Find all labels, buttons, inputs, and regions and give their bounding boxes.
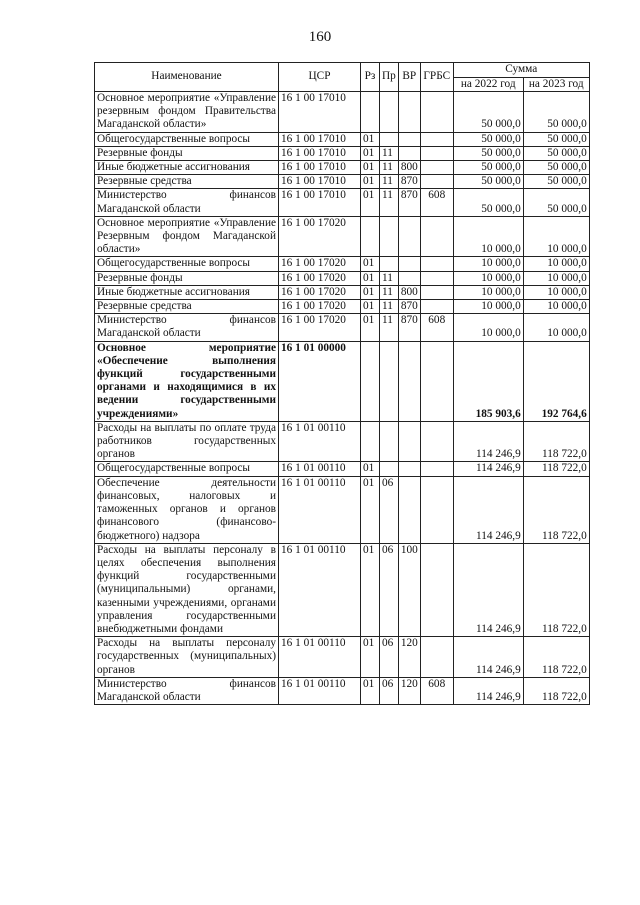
row-name: Резервные средства bbox=[95, 300, 279, 314]
row-amount-2023: 10 000,0 bbox=[523, 300, 589, 314]
row-grbs bbox=[420, 216, 453, 257]
row-grbs bbox=[420, 300, 453, 314]
row-pr bbox=[380, 132, 399, 146]
row-amount-2022: 114 246,9 bbox=[453, 462, 523, 476]
row-csr: 16 1 00 17020 bbox=[279, 216, 361, 257]
row-name: Расходы на выплаты персоналу в целях обеспечения выполнения функций государственными (муниципальными) органами, казенными учреждениями, органами управления государственными внебюджетными фондами bbox=[95, 543, 279, 636]
row-pr: 11 bbox=[380, 175, 399, 189]
row-rz: 01 bbox=[361, 462, 380, 476]
row-csr: 16 1 00 17010 bbox=[279, 161, 361, 175]
row-name: Обеспечение деятельности финансовых, налоговых и таможенных органов и органов финансового (финансово-бюджетного) надзора bbox=[95, 476, 279, 543]
header-year-2023: на 2023 год bbox=[523, 77, 589, 92]
row-vr bbox=[398, 216, 420, 257]
row-amount-2023: 118 722,0 bbox=[523, 677, 589, 704]
row-amount-2023: 50 000,0 bbox=[523, 146, 589, 160]
table-row bbox=[95, 216, 590, 257]
row-name: Министерство финансов Магаданской области bbox=[95, 677, 279, 704]
row-vr bbox=[398, 476, 420, 543]
row-pr: 06 bbox=[380, 543, 399, 636]
row-amount-2022: 114 246,9 bbox=[453, 637, 523, 678]
row-rz bbox=[361, 341, 380, 421]
row-rz: 01 bbox=[361, 476, 380, 543]
row-amount-2022: 10 000,0 bbox=[453, 271, 523, 285]
row-amount-2022: 114 246,9 bbox=[453, 677, 523, 704]
header-csr: ЦСР bbox=[279, 63, 361, 92]
row-csr: 16 1 00 17010 bbox=[279, 175, 361, 189]
row-grbs: 608 bbox=[420, 677, 453, 704]
row-amount-2023: 10 000,0 bbox=[523, 314, 589, 341]
table-row bbox=[95, 285, 590, 299]
row-grbs bbox=[420, 92, 453, 133]
row-amount-2022: 10 000,0 bbox=[453, 300, 523, 314]
row-grbs bbox=[420, 421, 453, 462]
table-body bbox=[95, 92, 590, 705]
row-pr: 11 bbox=[380, 271, 399, 285]
table-row bbox=[95, 476, 590, 543]
row-amount-2023: 50 000,0 bbox=[523, 92, 589, 133]
row-vr bbox=[398, 92, 420, 133]
row-amount-2022: 50 000,0 bbox=[453, 175, 523, 189]
row-grbs bbox=[420, 341, 453, 421]
row-name: Резервные фонды bbox=[95, 146, 279, 160]
row-rz: 01 bbox=[361, 175, 380, 189]
row-csr: 16 1 01 00110 bbox=[279, 421, 361, 462]
row-pr bbox=[380, 421, 399, 462]
row-csr: 16 1 00 17010 bbox=[279, 146, 361, 160]
row-grbs bbox=[420, 462, 453, 476]
row-amount-2022: 50 000,0 bbox=[453, 92, 523, 133]
row-pr: 11 bbox=[380, 161, 399, 175]
row-pr bbox=[380, 92, 399, 133]
row-name: Иные бюджетные ассигнования bbox=[95, 161, 279, 175]
row-rz: 01 bbox=[361, 189, 380, 216]
row-pr: 06 bbox=[380, 637, 399, 678]
table-row bbox=[95, 257, 590, 271]
row-name: Основное мероприятие «Управление резервным фондом Правительства Магаданской области» bbox=[95, 92, 279, 133]
row-amount-2023: 50 000,0 bbox=[523, 189, 589, 216]
row-amount-2023: 118 722,0 bbox=[523, 462, 589, 476]
table-row bbox=[95, 92, 590, 133]
row-csr: 16 1 00 17020 bbox=[279, 285, 361, 299]
row-rz: 01 bbox=[361, 543, 380, 636]
row-rz: 01 bbox=[361, 257, 380, 271]
row-name: Основное мероприятие «Обеспечение выполнения функций государственными органами и находящимися в их ведении государственными учреждениями» bbox=[95, 341, 279, 421]
row-amount-2023: 50 000,0 bbox=[523, 161, 589, 175]
row-pr bbox=[380, 257, 399, 271]
page-number: 160 bbox=[308, 29, 332, 45]
row-vr: 870 bbox=[398, 314, 420, 341]
row-rz bbox=[361, 216, 380, 257]
row-csr: 16 1 01 00110 bbox=[279, 677, 361, 704]
row-vr bbox=[398, 146, 420, 160]
table-row bbox=[95, 314, 590, 341]
row-csr: 16 1 00 17010 bbox=[279, 189, 361, 216]
row-name: Расходы на выплаты персоналу государственных (муниципальных) органов bbox=[95, 637, 279, 678]
row-amount-2023: 118 722,0 bbox=[523, 543, 589, 636]
row-pr bbox=[380, 216, 399, 257]
row-grbs bbox=[420, 637, 453, 678]
row-amount-2022: 114 246,9 bbox=[453, 476, 523, 543]
row-name: Министерство финансов Магаданской области bbox=[95, 189, 279, 216]
row-rz bbox=[361, 92, 380, 133]
row-amount-2023: 10 000,0 bbox=[523, 285, 589, 299]
row-vr: 120 bbox=[398, 637, 420, 678]
row-amount-2022: 50 000,0 bbox=[453, 161, 523, 175]
row-csr: 16 1 01 00000 bbox=[279, 341, 361, 421]
row-rz: 01 bbox=[361, 677, 380, 704]
row-pr: 11 bbox=[380, 300, 399, 314]
row-amount-2022: 10 000,0 bbox=[453, 314, 523, 341]
row-rz: 01 bbox=[361, 300, 380, 314]
row-amount-2023: 10 000,0 bbox=[523, 271, 589, 285]
row-name: Иные бюджетные ассигнования bbox=[95, 285, 279, 299]
row-vr: 870 bbox=[398, 300, 420, 314]
row-vr bbox=[398, 421, 420, 462]
row-csr: 16 1 01 00110 bbox=[279, 543, 361, 636]
row-rz: 01 bbox=[361, 161, 380, 175]
row-grbs bbox=[420, 146, 453, 160]
row-amount-2022: 50 000,0 bbox=[453, 132, 523, 146]
row-rz: 01 bbox=[361, 146, 380, 160]
row-pr: 11 bbox=[380, 146, 399, 160]
row-vr: 120 bbox=[398, 677, 420, 704]
row-pr bbox=[380, 341, 399, 421]
row-pr: 11 bbox=[380, 189, 399, 216]
row-grbs bbox=[420, 285, 453, 299]
header-name: Наименование bbox=[95, 63, 279, 92]
row-pr: 06 bbox=[380, 476, 399, 543]
row-vr: 870 bbox=[398, 189, 420, 216]
row-grbs: 608 bbox=[420, 189, 453, 216]
row-vr bbox=[398, 257, 420, 271]
table-row bbox=[95, 132, 590, 146]
row-csr: 16 1 00 17020 bbox=[279, 271, 361, 285]
row-amount-2023: 192 764,6 bbox=[523, 341, 589, 421]
row-pr: 11 bbox=[380, 285, 399, 299]
row-pr: 06 bbox=[380, 677, 399, 704]
row-rz bbox=[361, 421, 380, 462]
table-row bbox=[95, 421, 590, 462]
row-grbs bbox=[420, 271, 453, 285]
budget-table bbox=[94, 62, 590, 705]
row-grbs bbox=[420, 543, 453, 636]
row-amount-2023: 118 722,0 bbox=[523, 476, 589, 543]
row-vr bbox=[398, 132, 420, 146]
row-amount-2023: 118 722,0 bbox=[523, 421, 589, 462]
row-csr: 16 1 00 17020 bbox=[279, 257, 361, 271]
row-csr: 16 1 00 17010 bbox=[279, 132, 361, 146]
row-csr: 16 1 00 17020 bbox=[279, 314, 361, 341]
row-amount-2023: 10 000,0 bbox=[523, 216, 589, 257]
table-row bbox=[95, 462, 590, 476]
row-vr: 870 bbox=[398, 175, 420, 189]
row-name: Резервные фонды bbox=[95, 271, 279, 285]
header-grbs: ГРБС bbox=[420, 63, 453, 92]
row-csr: 16 1 01 00110 bbox=[279, 637, 361, 678]
table-row bbox=[95, 341, 590, 421]
row-amount-2023: 50 000,0 bbox=[523, 132, 589, 146]
row-name: Резервные средства bbox=[95, 175, 279, 189]
row-rz: 01 bbox=[361, 285, 380, 299]
table-row bbox=[95, 677, 590, 704]
row-csr: 16 1 00 17020 bbox=[279, 300, 361, 314]
row-vr bbox=[398, 462, 420, 476]
row-name: Общегосударственные вопросы bbox=[95, 132, 279, 146]
row-amount-2022: 114 246,9 bbox=[453, 421, 523, 462]
row-amount-2023: 10 000,0 bbox=[523, 257, 589, 271]
row-amount-2022: 114 246,9 bbox=[453, 543, 523, 636]
row-rz: 01 bbox=[361, 271, 380, 285]
row-grbs bbox=[420, 175, 453, 189]
table-row bbox=[95, 271, 590, 285]
row-pr bbox=[380, 462, 399, 476]
header-pr: Пр bbox=[380, 63, 399, 92]
table-row bbox=[95, 543, 590, 636]
header-rz: Рз bbox=[361, 63, 380, 92]
table-row bbox=[95, 175, 590, 189]
row-rz: 01 bbox=[361, 314, 380, 341]
row-csr: 16 1 01 00110 bbox=[279, 476, 361, 543]
row-amount-2022: 50 000,0 bbox=[453, 189, 523, 216]
table-row bbox=[95, 300, 590, 314]
row-amount-2022: 10 000,0 bbox=[453, 285, 523, 299]
row-amount-2023: 118 722,0 bbox=[523, 637, 589, 678]
table-row bbox=[95, 161, 590, 175]
row-name: Общегосударственные вопросы bbox=[95, 257, 279, 271]
row-name: Общегосударственные вопросы bbox=[95, 462, 279, 476]
row-grbs bbox=[420, 132, 453, 146]
table-header bbox=[95, 63, 590, 92]
row-amount-2022: 10 000,0 bbox=[453, 257, 523, 271]
row-name: Министерство финансов Магаданской области bbox=[95, 314, 279, 341]
row-vr: 800 bbox=[398, 161, 420, 175]
row-grbs bbox=[420, 257, 453, 271]
header-vr: ВР bbox=[398, 63, 420, 92]
row-amount-2022: 50 000,0 bbox=[453, 146, 523, 160]
row-vr: 100 bbox=[398, 543, 420, 636]
row-vr: 800 bbox=[398, 285, 420, 299]
table-row bbox=[95, 146, 590, 160]
table-row bbox=[95, 189, 590, 216]
row-name: Основное мероприятие «Управление Резервным фондом Магаданской области» bbox=[95, 216, 279, 257]
row-amount-2022: 185 903,6 bbox=[453, 341, 523, 421]
row-amount-2022: 10 000,0 bbox=[453, 216, 523, 257]
row-vr bbox=[398, 271, 420, 285]
row-csr: 16 1 00 17010 bbox=[279, 92, 361, 133]
table-row bbox=[95, 637, 590, 678]
row-grbs bbox=[420, 476, 453, 543]
row-pr: 11 bbox=[380, 314, 399, 341]
row-grbs: 608 bbox=[420, 314, 453, 341]
row-rz: 01 bbox=[361, 132, 380, 146]
row-grbs bbox=[420, 161, 453, 175]
row-csr: 16 1 01 00110 bbox=[279, 462, 361, 476]
header-sum: Сумма bbox=[453, 63, 589, 78]
row-rz: 01 bbox=[361, 637, 380, 678]
header-year-2022: на 2022 год bbox=[453, 77, 523, 92]
row-vr bbox=[398, 341, 420, 421]
row-amount-2023: 50 000,0 bbox=[523, 175, 589, 189]
row-name: Расходы на выплаты по оплате труда работников государственных органов bbox=[95, 421, 279, 462]
